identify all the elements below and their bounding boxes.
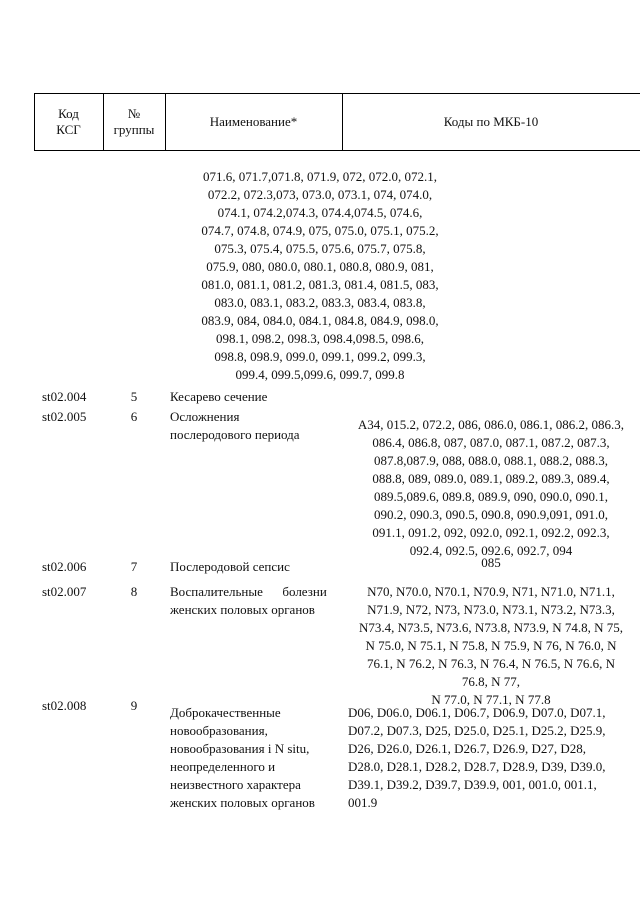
header-icd-codes xyxy=(342,93,640,150)
header-icd-codes-text: Коды по МКБ-10 xyxy=(443,113,539,129)
code-line: 087.8,087.9, 088, 088.0, 088.1, 088.2, 088.3, xyxy=(374,453,608,468)
code-line: 089.5,089.6, 089.8, 089.9, 090, 090.0, 090.1, xyxy=(374,489,608,504)
header-name xyxy=(165,93,342,150)
code-line: 083.0, 083.1, 083.2, 083.3, 083.4, 083.8, xyxy=(214,295,426,310)
code-line: 088.8, 089, 089.0, 089.1, 089.2, 089.3, 089.4, xyxy=(372,471,610,486)
code-line: 092.4, 092.5, 092.6, 092.7, 094 xyxy=(409,543,573,558)
row-codes xyxy=(348,704,636,812)
code-line: D28.0, D28.1, D28.2, D28.7, D28.9, D39, D39.0, xyxy=(348,759,606,774)
code-line: 075.9, 080, 080.0, 080.1, 080.8, 080.9, 081, xyxy=(206,259,434,274)
row-group: 8 xyxy=(130,584,138,599)
code-line: A34, 015.2, 072.2, 086, 086.0, 086.1, 086.2, 086.3, xyxy=(357,417,625,432)
row-name: Послеродовой сепсис xyxy=(170,559,290,574)
code-line: D06, D06.0, D06.1, D06.7, D06.9, D07.0, D07.1, xyxy=(348,705,606,720)
row-name-line: женских половых органов xyxy=(170,602,315,617)
header-name-text: Наименование* xyxy=(209,113,298,129)
code-line: D39.1, D39.2, D39.7, D39.9, 001, 001.0, 001.1, xyxy=(348,777,597,792)
code-line: D26, D26.0, D26.1, D26.7, D26.9, D27, D28, xyxy=(348,741,586,756)
code-line: 081.0, 081.1, 081.2, 081.3, 081.4, 081.5, 083, xyxy=(201,277,439,292)
code-line: N71.9, N72, N73, N73.0, N73.1, N73.2, N73.3, xyxy=(367,602,615,617)
row-codes xyxy=(342,416,640,560)
header-code-ksg-text: Код КСГ xyxy=(56,105,81,137)
row-code: st02.004 xyxy=(42,389,87,404)
code-line: N70, N70.0, N70.1, N70.9, N71, N71.0, N71.1, xyxy=(367,584,615,599)
row-codes xyxy=(342,583,640,707)
code-line: N 75.0, N 75.1, N 75.8, N 75.9, N 76, N 76.0, N xyxy=(365,638,617,653)
row-codes xyxy=(342,554,640,572)
code-line: 098.1, 098.2, 098.3, 098.4,098.5, 098.6, xyxy=(216,331,424,346)
header-code-ksg xyxy=(34,93,103,150)
code-line: D07.2, D07.3, D25, D25.0, D25.1, D25.2, D25.9, xyxy=(348,723,606,738)
row-name-line: Воспалительные болезни xyxy=(170,584,327,599)
code-line: N73.4, N73.5, N73.6, N73.8, N73.9, N 74.8, N 75, xyxy=(359,620,623,635)
code-line: 071.6, 071.7,071.8, 071.9, 072, 072.0, 072.1, xyxy=(203,169,437,184)
row-name: Доброкачественные новообразования, новообразования i N situ, неопределенного и неизвестного характера женских половых органов xyxy=(170,705,315,810)
row-group: 7 xyxy=(130,559,138,574)
row-group: 9 xyxy=(130,698,138,713)
row-code: st02.006 xyxy=(42,559,87,574)
code-line: 76.8, N 77, xyxy=(461,674,521,689)
code-line: 091.1, 091.2, 092, 092.0, 092.1, 092.2, 092.3, xyxy=(372,525,610,540)
code-line: 074.1, 074.2,074.3, 074.4,074.5, 074.6, xyxy=(217,205,423,220)
continuation-codes xyxy=(170,168,470,384)
code-line: 001.9 xyxy=(348,795,378,810)
code-line: 099.4, 099.5,099.6, 099.7, 099.8 xyxy=(235,367,405,382)
row-name xyxy=(170,583,342,619)
header-group-number-text: № группы xyxy=(113,105,155,137)
code-line: 075.3, 075.4, 075.5, 075.6, 075.7, 075.8, xyxy=(214,241,426,256)
header-group-number xyxy=(103,93,165,150)
row-group: 5 xyxy=(130,389,138,404)
header-bottom-border xyxy=(34,150,640,151)
row-name: Кесарево сечение xyxy=(170,389,268,404)
code-line: 090.2, 090.3, 090.5, 090.8, 090.9,091, 091.0, xyxy=(374,507,608,522)
row-code: st02.008 xyxy=(42,698,87,713)
row-code: st02.005 xyxy=(42,409,87,424)
code-line: 086.4, 086.8, 087, 087.0, 087.1, 087.2, 087.3, xyxy=(372,435,610,450)
code-line: 083.9, 084, 084.0, 084.1, 084.8, 084.9, 098.0, xyxy=(201,313,439,328)
code-line: 76.1, N 76.2, N 76.3, N 76.4, N 76.5, N 76.6, N xyxy=(366,656,616,671)
code-line: 098.8, 098.9, 099.0, 099.1, 099.2, 099.3, xyxy=(214,349,426,364)
row-group: 6 xyxy=(130,409,138,424)
row-name: Осложнения послеродового периода xyxy=(170,409,300,442)
code-line: 085 xyxy=(481,555,501,570)
code-line: 074.7, 074.8, 074.9, 075, 075.0, 075.1, 075.2, xyxy=(201,223,439,238)
code-line: 072.2, 072.3,073, 073.0, 073.1, 074, 074.0, xyxy=(207,187,433,202)
code-line: N 77.0, N 77.1, N 77.8 xyxy=(431,692,551,707)
row-code: st02.007 xyxy=(42,584,87,599)
